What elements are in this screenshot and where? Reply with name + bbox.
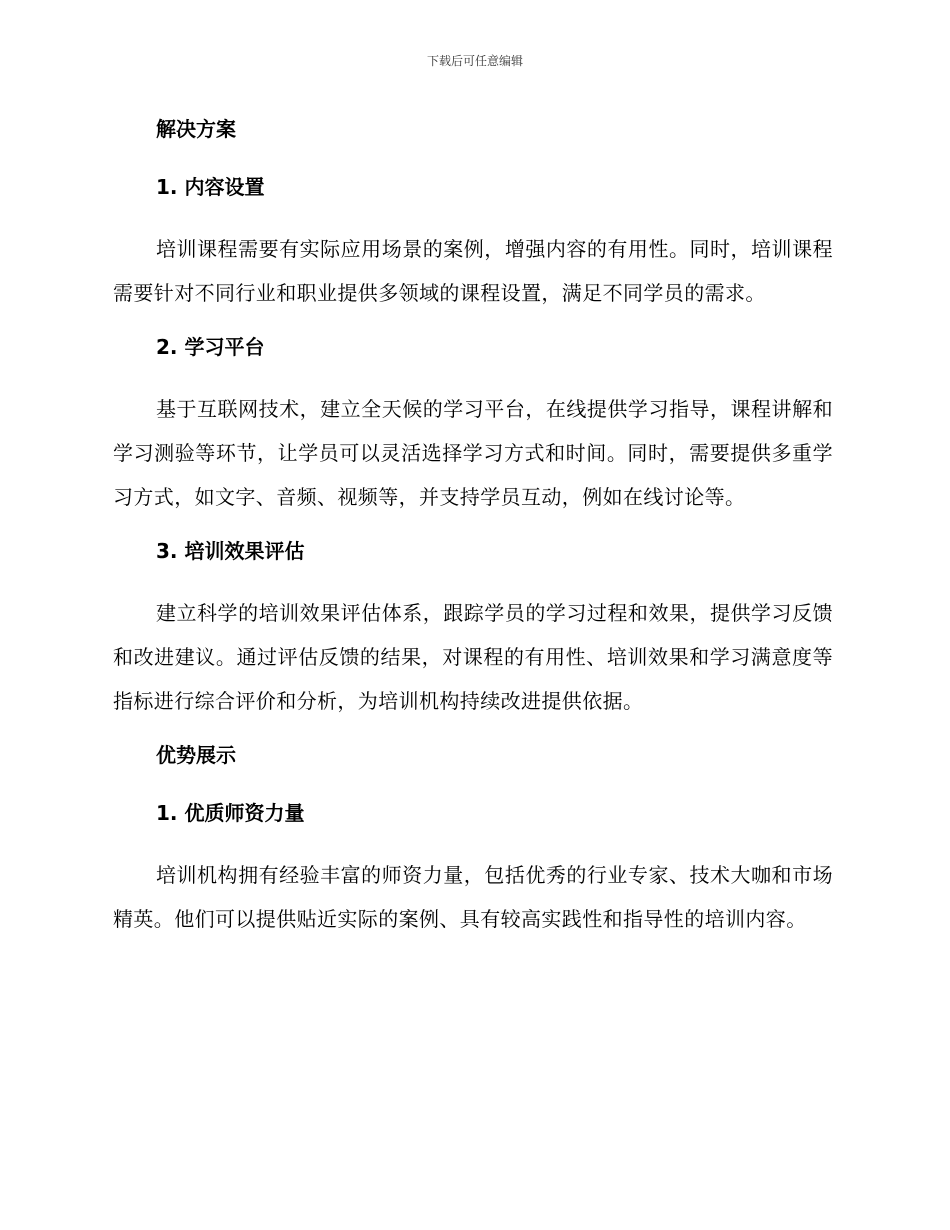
document-body [113, 111, 833, 955]
subheading-training-evaluation: 3. 培训效果评估 [156, 539, 305, 563]
paragraph-faculty: 培训机构拥有经验丰富的师资力量，包括优秀的行业专家、技术大咖和市场精英。他们可以提供贴近实际的案例、具有较高实践性和指导性的培训内容。 [113, 863, 833, 931]
section-heading-solution: 解决方案 [156, 117, 236, 141]
page-header: 下载后可任意编辑 [426, 54, 523, 68]
paragraph-content-setup: 培训课程需要有实际应用场景的案例，增强内容的有用性。同时，培训课程需要针对不同行业和职业提供多领域的课程设置，满足不同学员的需求。 [113, 237, 833, 305]
subheading-content-setup: 1. 内容设置 [156, 175, 265, 199]
section-heading-advantages: 优势展示 [156, 743, 236, 767]
subheading-faculty: 1. 优质师资力量 [156, 801, 305, 825]
paragraph-learning-platform: 基于互联网技术，建立全天候的学习平台，在线提供学习指导，课程讲解和学习测验等环节，让学员可以灵活选择学习方式和时间。同时，需要提供多重学习方式，如文字、音频、视频等，并支持学员互动，例如在线讨论等。 [113, 397, 833, 509]
subheading-learning-platform: 2. 学习平台 [156, 335, 265, 359]
paragraph-training-evaluation: 建立科学的培训效果评估体系，跟踪学员的学习过程和效果，提供学习反馈和改进建议。通过评估反馈的结果，对课程的有用性、培训效果和学习满意度等指标进行综合评价和分析，为培训机构持续改进提供依据。 [113, 601, 833, 713]
